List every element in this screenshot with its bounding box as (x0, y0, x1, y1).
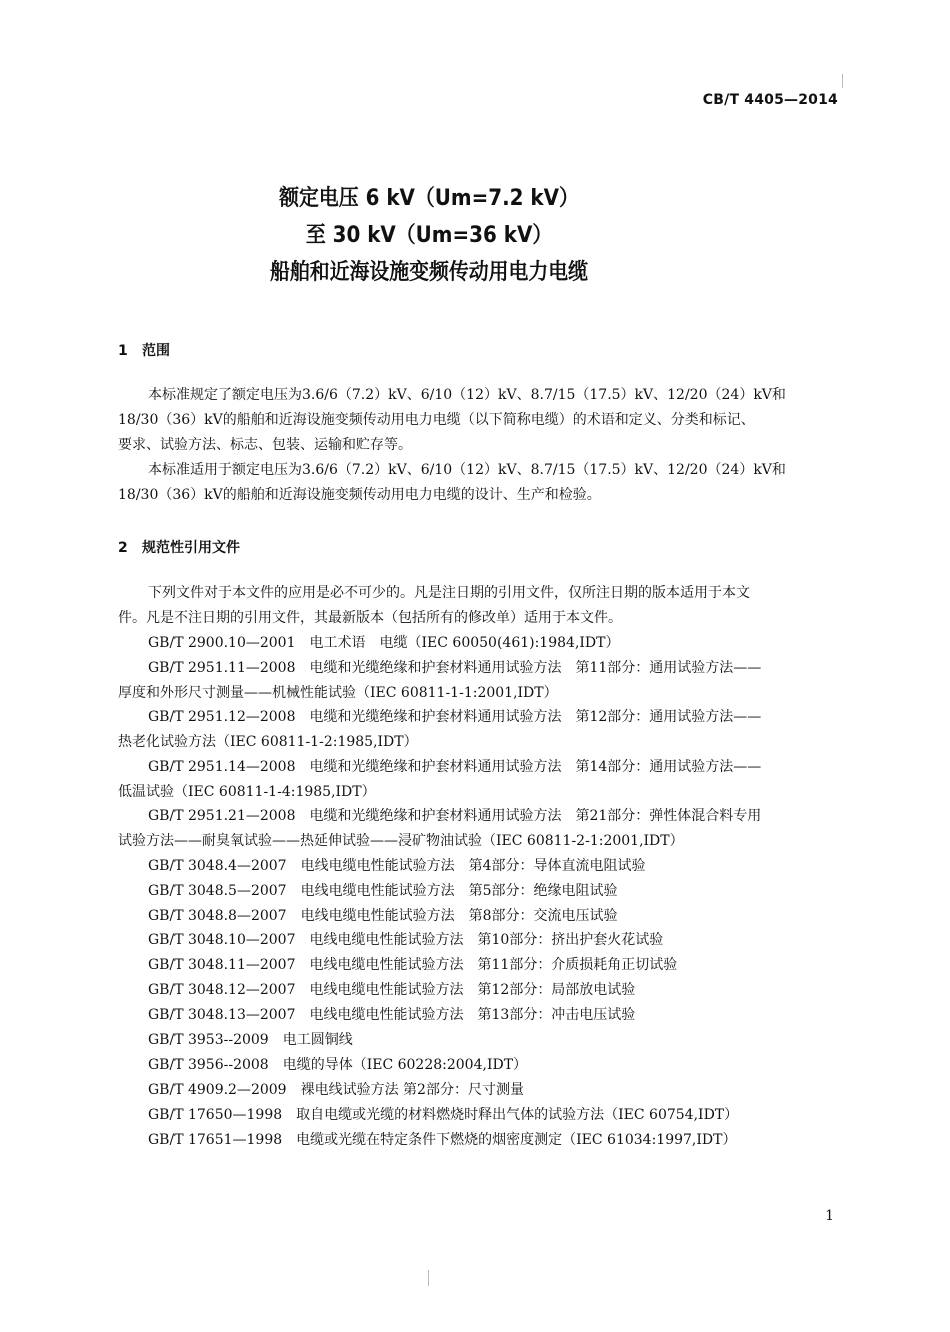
title-line: 至 30 kV（Um=36 kV） (305, 223, 553, 248)
reference-line: GB/T 17651—1998 电缆或光缆在特定条件下燃烧的烟密度测定（IEC 61034:1997,IDT） (148, 1132, 737, 1148)
scan-mark-top (842, 74, 843, 88)
paragraph-line: 18/30（36）kV的船舶和近海设施变频传动用电力电缆的设计、生产和检验。 (118, 487, 601, 503)
reference-line: 厚度和外形尺寸测量——机械性能试验（IEC 60811-1-1:2001,IDT） (118, 685, 558, 701)
title-line: 额定电压 6 kV（Um=7.2 kV） (279, 186, 579, 211)
reference-line: 试验方法——耐臭氧试验——热延伸试验——浸矿物油试验（IEC 60811-2-1:2001,IDT） (118, 833, 684, 849)
reference-line: GB/T 17650—1998 取自电缆或光缆的材料燃烧时释出气体的试验方法（IEC 60754,IDT） (148, 1107, 739, 1123)
paragraph-line: 件。凡是不注日期的引用文件，其最新版本（包括所有的修改单）适用于本文件。 (118, 610, 622, 626)
paragraph-line: 本标准适用于额定电压为3.6/6（7.2）kV、6/10（12）kV、8.7/15（17.5）kV、12/20（24）kV和 (148, 462, 786, 478)
scan-mark-bottom (428, 1270, 429, 1286)
reference-line: GB/T 2951.12—2008 电缆和光缆绝缘和护套材料通用试验方法 第12部分：通用试验方法—— (148, 709, 762, 725)
reference-line: GB/T 3048.12—2007 电线电缆电性能试验方法 第12部分：局部放电试验 (148, 982, 636, 998)
paragraph-line: 要求、试验方法、标志、包装、运输和贮存等。 (118, 437, 412, 453)
reference-line: GB/T 4909.2—2009 裸电线试验方法 第2部分：尺寸测量 (148, 1082, 524, 1098)
reference-line: GB/T 3048.5—2007 电线电缆电性能试验方法 第5部分：绝缘电阻试验 (148, 883, 618, 899)
document-title (0, 180, 950, 291)
reference-line: GB/T 3956--2008 电缆的导体（IEC 60228:2004,IDT） (148, 1057, 528, 1073)
paragraph-line: 下列文件对于本文件的应用是必不可少的。凡是注日期的引用文件，仅所注日期的版本适用于本文 (148, 585, 750, 601)
reference-line: 低温试验（IEC 60811-1-4:1985,IDT） (118, 784, 376, 800)
paragraph-line: 18/30（36）kV的船舶和近海设施变频传动用电力电缆（以下简称电缆）的术语和定义、分类和标记、 (118, 412, 755, 428)
reference-line: GB/T 3953--2009 电工圆铜线 (148, 1032, 353, 1048)
reference-line: GB/T 3048.11—2007 电线电缆电性能试验方法 第11部分：介质损耗角正切试验 (148, 957, 678, 973)
standard-number: CB/T 4405—2014 (702, 92, 838, 108)
reference-line: GB/T 3048.4—2007 电线电缆电性能试验方法 第4部分：导体直流电阻试验 (148, 858, 646, 874)
reference-line: GB/T 2900.10—2001 电工术语 电缆（IEC 60050(461):1984,IDT） (148, 635, 620, 651)
section-number: 1 (118, 343, 128, 359)
section-title: 范围 (142, 343, 170, 359)
title-line: 船舶和近海设施变频传动用电力电缆 (270, 260, 588, 285)
section-heading-scope (118, 340, 170, 360)
reference-line: GB/T 3048.8—2007 电线电缆电性能试验方法 第8部分：交流电压试验 (148, 908, 618, 924)
reference-line: GB/T 2951.14—2008 电缆和光缆绝缘和护套材料通用试验方法 第14部分：通用试验方法—— (148, 759, 762, 775)
section-heading-normative-references (118, 537, 240, 557)
reference-line: GB/T 3048.13—2007 电线电缆电性能试验方法 第13部分：冲击电压试验 (148, 1007, 636, 1023)
reference-line: GB/T 3048.10—2007 电线电缆电性能试验方法 第10部分：挤出护套火花试验 (148, 932, 664, 948)
reference-line: 热老化试验方法（IEC 60811-1-2:1985,IDT） (118, 734, 418, 750)
reference-line: GB/T 2951.11—2008 电缆和光缆绝缘和护套材料通用试验方法 第11部分：通用试验方法—— (148, 660, 762, 676)
section-number: 2 (118, 540, 128, 556)
page-number: 1 (825, 1208, 834, 1224)
section-title: 规范性引用文件 (142, 540, 240, 556)
paragraph-line: 本标准规定了额定电压为3.6/6（7.2）kV、6/10（12）kV、8.7/15（17.5）kV、12/20（24）kV和 (148, 387, 786, 403)
reference-line: GB/T 2951.21—2008 电缆和光缆绝缘和护套材料通用试验方法 第21部分：弹性体混合料专用 (148, 808, 762, 824)
